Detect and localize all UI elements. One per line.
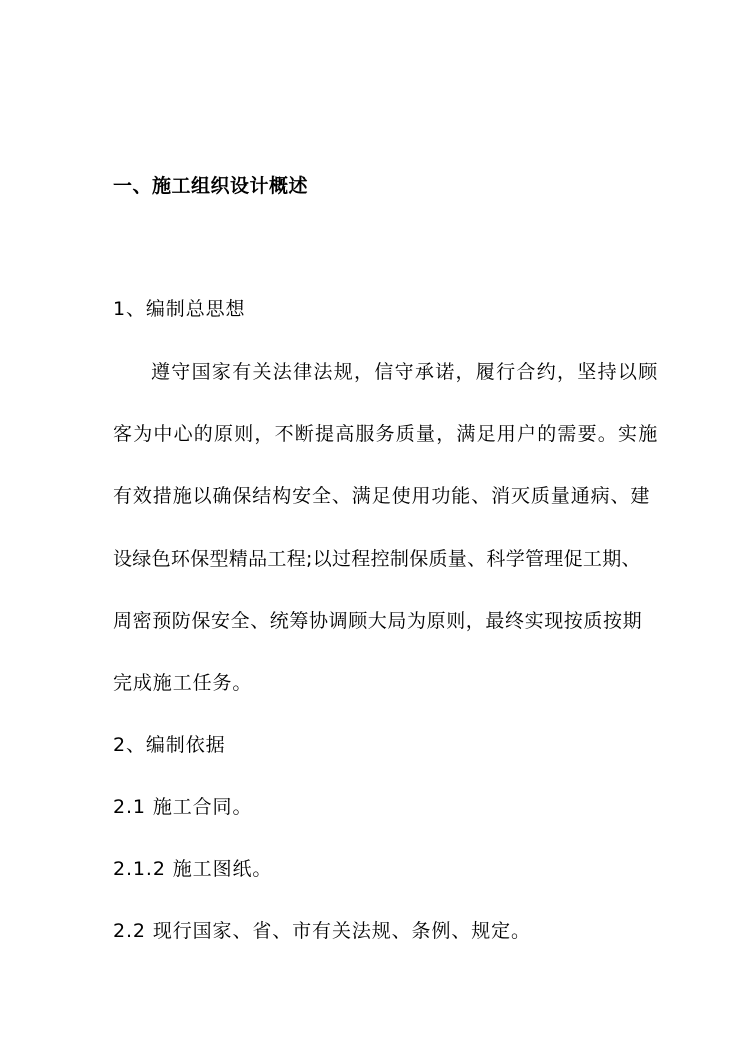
paragraph-line: 客为中心的原则，不断提高服务质量，满足用户的需要。实施 <box>113 423 659 445</box>
paragraph-line: 有效措施以确保结构安全、满足使用功能、消灭质量通病、建 <box>113 485 651 507</box>
document-heading: 一、施工组织设计概述 <box>113 175 309 197</box>
section-2-title: 2、编制依据 <box>113 734 226 756</box>
paragraph-line: 遵守国家有关法律法规，信守承诺，履行合约，坚持以顾 <box>151 361 659 383</box>
paragraph-line: 周密预防保安全、统筹协调顾大局为原则，最终实现按质按期 <box>113 610 643 632</box>
paragraph-line: 设绿色环保型精品工程;以过程控制保质量、科学管理促工期、 <box>113 548 641 570</box>
list-item-2-1: 2.1 施工合同。 <box>113 796 253 818</box>
paragraph-line: 完成施工任务。 <box>113 672 253 694</box>
list-item-2-2: 2.2 现行国家、省、市有关法规、条例、规定。 <box>113 920 531 942</box>
section-1-title: 1、编制总思想 <box>113 298 246 320</box>
list-item-2-1-2: 2.1.2 施工图纸。 <box>113 858 273 880</box>
